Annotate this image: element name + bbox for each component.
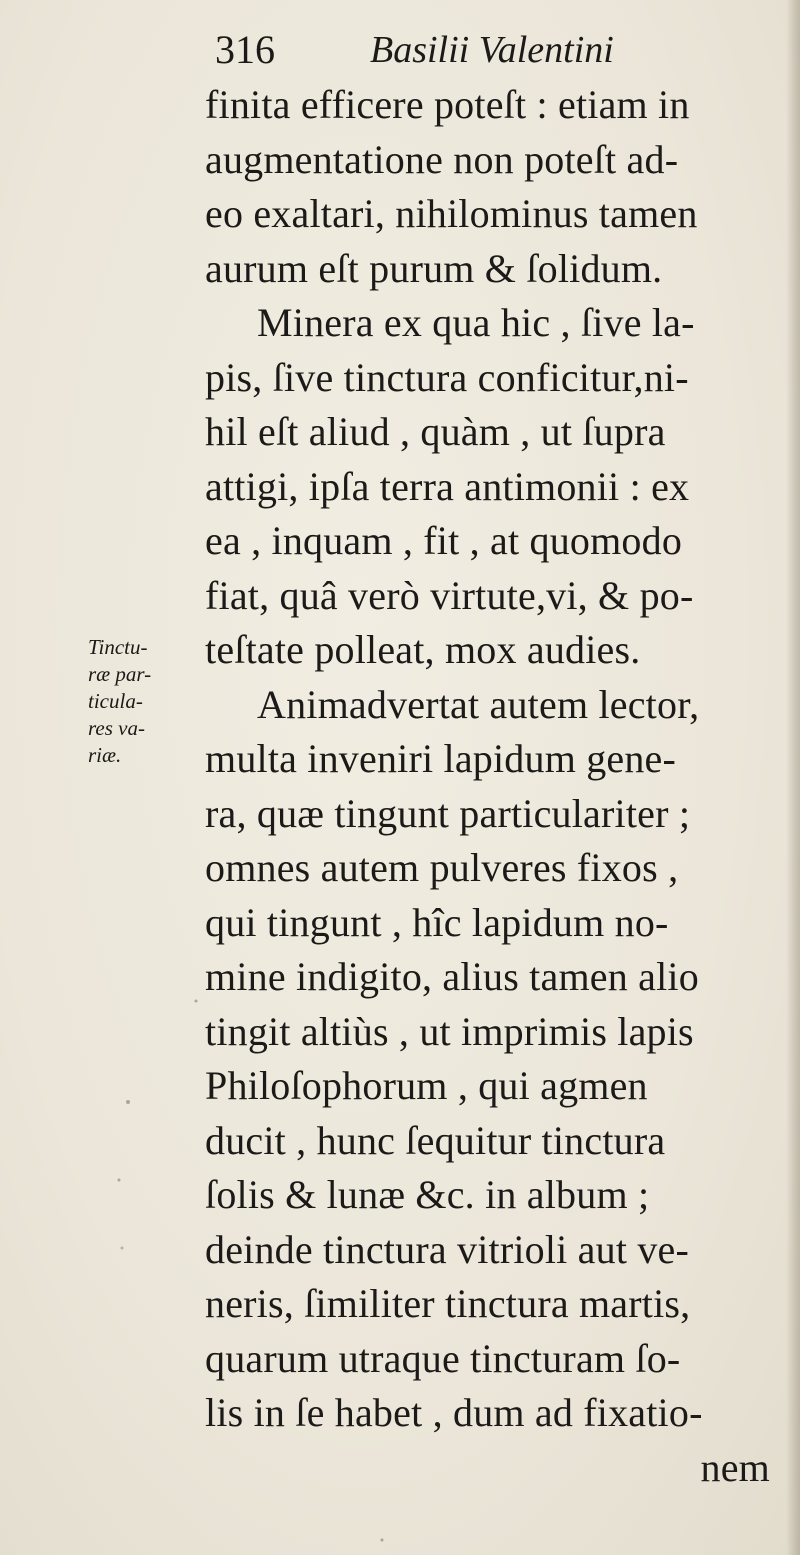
text-line: finita efficere poteſt : etiam in [205,82,690,127]
margin-note [88,634,208,769]
text-line: Philoſophorum , qui agmen [205,1063,648,1108]
text-line: Animadvertat autem lector, [257,681,700,727]
running-title: Basilii Valentini [370,29,614,71]
text-line: mine indigito, alius tamen alio [205,954,699,999]
text-line: augmentatione non poteſt ad- [205,136,679,182]
text-line: lis in ſe habet , dum ad fixatio- [205,1390,703,1435]
margin-note-line: res va- [88,716,145,740]
text-line: qui tingunt , hîc lapidum no- [205,899,669,945]
margin-note-line: riæ. [88,743,122,767]
text-line: omnes autem pulveres fixos , [205,845,679,890]
text-line: neris, ſimiliter tinctura martis, [205,1281,691,1326]
text-line: attigi, ipſa terra antimonii : ex [205,463,690,509]
text-line: Minera ex qua hic , ſive la- [257,300,695,345]
text-line: deinde tinctura vitrioli aut ve- [205,1226,690,1272]
text-line: fiat, quâ verò virtute,vi, & po- [205,572,694,618]
text-line: hil eſt aliud , quàm , ut ſupra [205,409,666,454]
text-line: ra, quæ tingunt particulariter ; [205,790,691,836]
body-text [205,78,795,1495]
catchword: nem [700,1444,770,1490]
text-line: ſolis & lunæ &c. in album ; [205,1172,650,1217]
margin-note-line: ticula- [88,689,143,713]
text-line: quarum utraque tincturam ſo- [205,1335,681,1381]
text-line: pis, ſive tinctura conficitur,ni- [205,354,689,400]
text-line: multa inveniri lapidum gene- [205,736,677,781]
text-line: ducit , hunc ſequitur tinctura [205,1117,666,1163]
text-line: tingit altiùs , ut imprimis lapis [205,1008,694,1054]
text-line: ea , inquam , fit , at quomodo [205,518,683,563]
running-header [215,22,775,78]
margin-note-line: Tinctu- [88,635,148,659]
text-line: teſtate polleat, mox audies. [205,627,641,672]
text-line: aurum eſt purum & ſolidum. [205,245,663,291]
page-number: 316 [215,27,275,72]
text-line: eo exaltari, nihilominus tamen [205,191,698,236]
margin-note-line: ræ par- [88,662,152,686]
